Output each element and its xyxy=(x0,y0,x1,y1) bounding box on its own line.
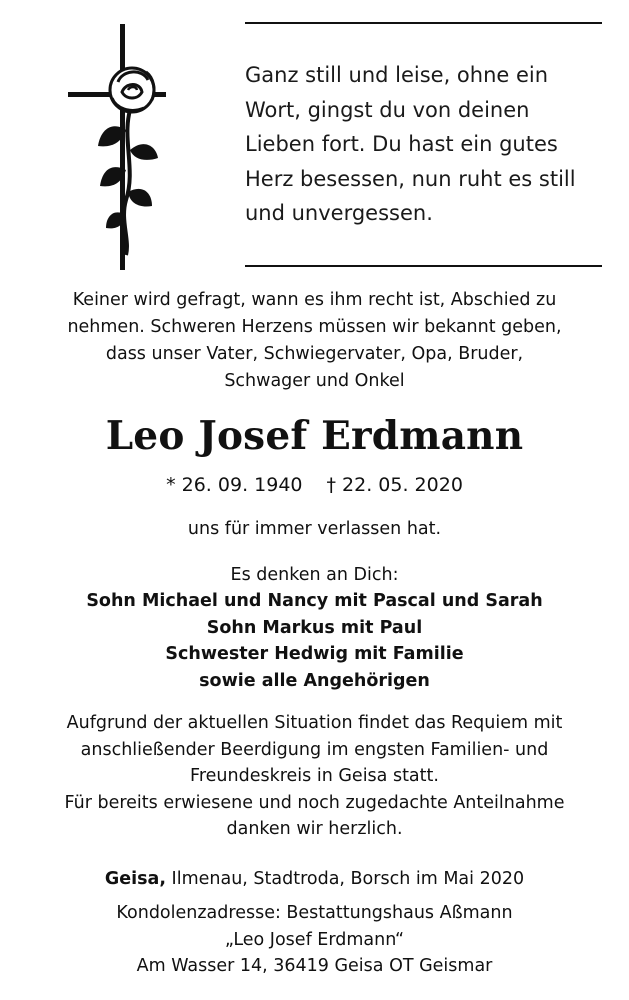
cross-with-rose-icon xyxy=(60,20,170,270)
poem-line: Wort, gingst du von deinen xyxy=(245,97,530,122)
intro-line: Keiner wird gefragt, wann es ihm recht ist, Abschied zu xyxy=(72,290,557,310)
death-date: † 22. 05. 2020 xyxy=(326,474,463,496)
mourner-line: Sohn Michael und Nancy mit Pascal und Sarah xyxy=(86,591,543,611)
intro-text xyxy=(0,287,629,395)
funeral-notice xyxy=(0,710,629,843)
intro-line: dass unser Vater, Schwiegervater, Opa, Bruder, xyxy=(105,344,524,364)
poem-line: Lieben fort. Du hast ein gutes xyxy=(245,132,558,156)
address-line: Kondolenzadresse: Bestattungshaus Aßmann xyxy=(116,903,513,923)
divider-bottom xyxy=(245,265,602,267)
mourner-line: Schwester Hedwig mit Familie xyxy=(165,644,464,664)
place-and-date xyxy=(0,865,629,893)
poem-line: Ganz still und leise, ohne ein xyxy=(245,63,549,87)
memory-heading: Es denken an Dich: xyxy=(230,565,399,585)
notice-line: anschließender Beerdigung im engsten Familien- und xyxy=(80,739,549,760)
intro-line: nehmen. Schweren Herzens müssen wir bekannt geben, xyxy=(67,317,562,337)
notice-line: danken wir herzlich. xyxy=(226,819,403,839)
intro-line: Schwager und Onkel xyxy=(224,371,405,391)
left-us-text: uns für immer verlassen hat. xyxy=(187,519,442,539)
place-city: Geisa, xyxy=(104,869,166,889)
condolence-address xyxy=(0,900,629,980)
address-line: „Leo Josef Erdmann“ xyxy=(224,929,405,950)
life-dates xyxy=(0,470,629,500)
notice-line: Freundeskreis in Geisa statt. xyxy=(190,766,439,786)
mourner-line: Sohn Markus mit Paul xyxy=(206,617,423,638)
deceased-name: Leo Josef Erdmann xyxy=(105,413,524,459)
notice-line: Aufgrund der aktuellen Situation findet das Requiem mit xyxy=(66,713,563,733)
notice-line: Für bereits erwiesene und noch zugedachte Anteilnahme xyxy=(64,792,565,813)
poem xyxy=(245,58,615,231)
place-rest: Ilmenau, Stadtroda, Borsch im Mai 2020 xyxy=(165,869,525,889)
poem-line: und unvergessen. xyxy=(245,201,433,225)
mourner-line: sowie alle Angehörigen xyxy=(199,670,430,691)
poem-line: Herz besessen, nun ruht es still xyxy=(245,166,576,191)
address-line: Am Wasser 14, 36419 Geisa OT Geismar xyxy=(136,956,493,976)
birth-date: * 26. 09. 1940 xyxy=(166,474,303,496)
divider-top xyxy=(245,22,602,24)
mourners-list xyxy=(0,588,629,694)
